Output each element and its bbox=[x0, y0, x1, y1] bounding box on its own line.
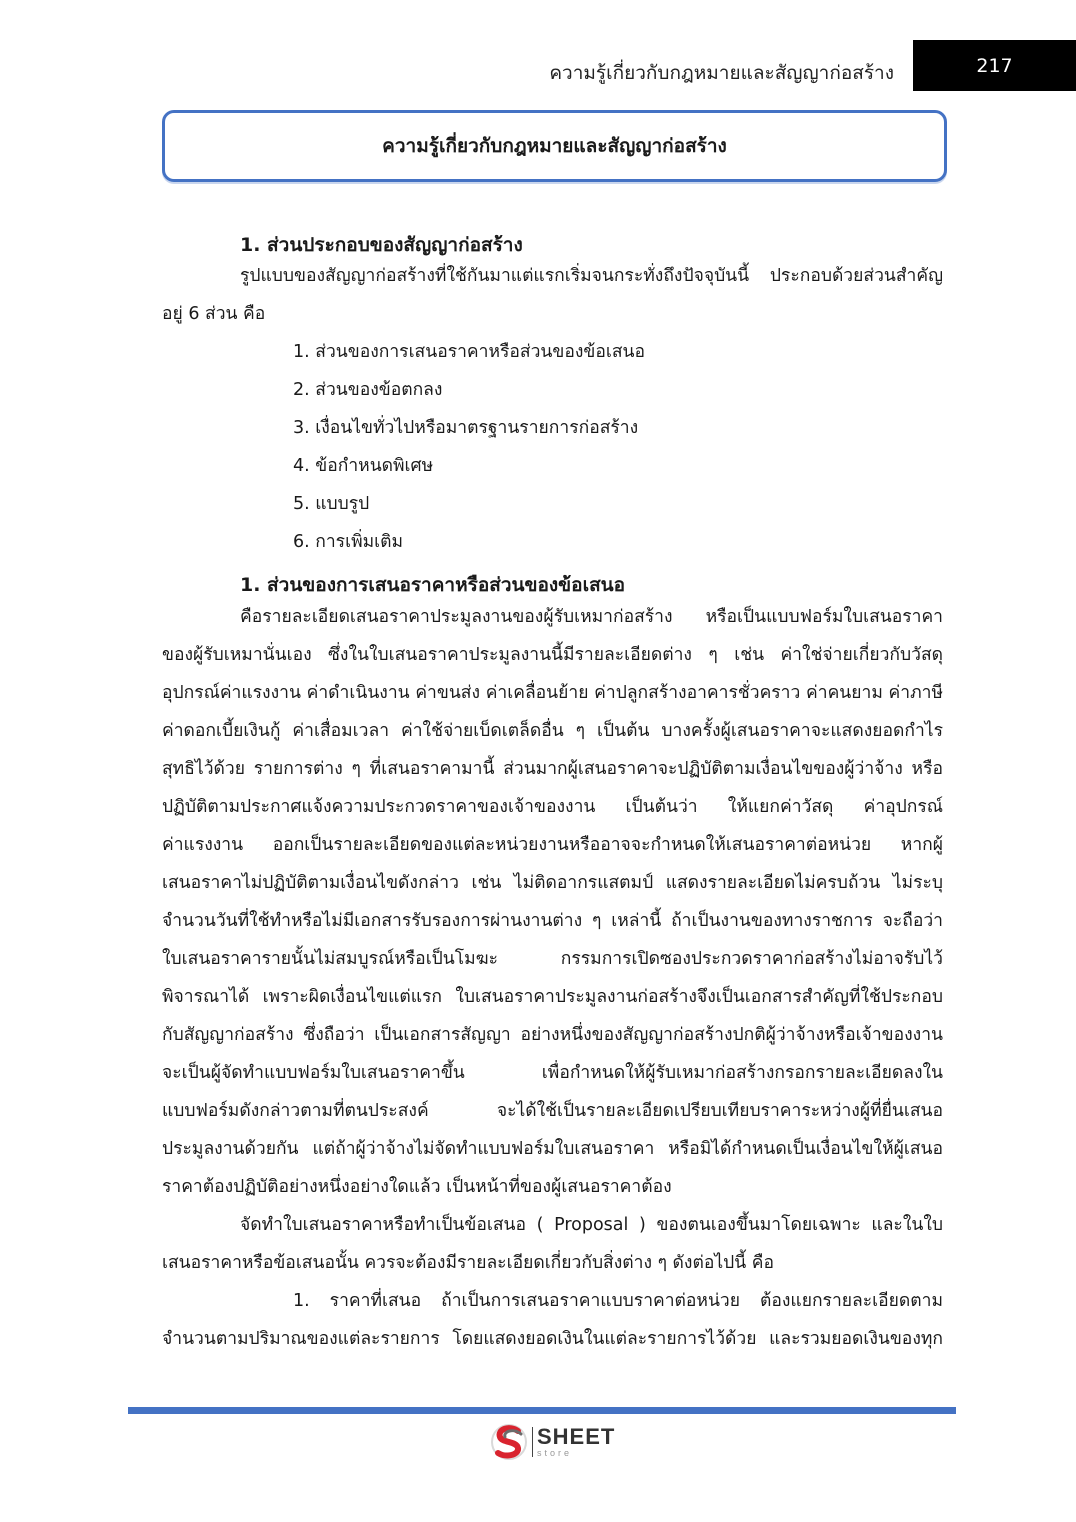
chapter-title-box bbox=[162, 110, 947, 182]
paragraph-line: รูปแบบของสัญญาก่อสร้างที่ใช้กันมาแต่แรกเริ่มจนกระทั่งถึงปัจจุบันนี้ ประกอบด้วยส่วนสำคัญ bbox=[240, 266, 943, 286]
paragraph-line: ปฏิบัติตามประกาศแจ้งความประกวดราคาของเจ้าของงาน เป็นต้นว่า ให้แยกค่าวัสดุ ค่าอุปกรณ์ bbox=[162, 797, 943, 817]
footer-rule bbox=[128, 1407, 956, 1414]
subsection-heading: 1. ส่วนของการเสนอราคาหรือส่วนของข้อเสนอ bbox=[240, 574, 626, 596]
paragraph-line: ใบเสนอราคารายนั้นไม่สมบูรณ์หรือเป็นโมฆะ กรรมการเปิดซองประกวดราคาก่อสร้างไม่อาจรับไว้ bbox=[162, 949, 943, 969]
sheet-store-logo bbox=[488, 1422, 623, 1462]
list-item: 5. แบบรูป bbox=[293, 494, 370, 514]
paragraph-line: อยู่ 6 ส่วน คือ bbox=[162, 304, 266, 324]
paragraph-line: กับสัญญาก่อสร้าง ซึ่งถือว่า เป็นเอกสารสัญญา อย่างหนึ่งของสัญญาก่อสร้างปกติผู้ว่าจ้างหรือเจ้าของงาน bbox=[162, 1025, 943, 1045]
paragraph-line: จำนวนตามปริมาณของแต่ละรายการ โดยแสดงยอดเงินในแต่ละรายการไว้ด้วย และรวมยอดเงินของทุก bbox=[162, 1329, 943, 1349]
section-heading: 1. ส่วนประกอบของสัญญาก่อสร้าง bbox=[240, 234, 523, 256]
paragraph-line: สุทธิไว้ด้วย รายการต่าง ๆ ที่เสนอราคามานี้ ส่วนมากผู้เสนอราคาจะปฏิบัติตามเงื่อนไขของผู้ว่าจ้าง หรือ bbox=[162, 759, 943, 779]
paragraph-line: ราคาต้องปฏิบัติอย่างหนึ่งอย่างใดแล้ว เป็นหน้าที่ของผู้เสนอราคาต้อง bbox=[162, 1177, 672, 1197]
paragraph-line: อุปกรณ์ค่าแรงงาน ค่าดำเนินงาน ค่าขนส่ง ค่าเคลื่อนย้าย ค่าปลูกสร้างอาคารชั่วคราว ค่าคนยาม ค่าภาษี bbox=[162, 683, 943, 703]
list-item: 4. ข้อกำหนดพิเศษ bbox=[293, 456, 434, 476]
logo-wordmark bbox=[537, 1426, 615, 1458]
paragraph-line: ค่าดอกเบี้ยเงินกู้ ค่าเสื่อมเวลา ค่าใช้จ่ายเบ็ดเตล็ดอื่น ๆ เป็นต้น บางครั้งผู้เสนอราคาจะแสดงยอดกำไร bbox=[162, 721, 943, 741]
paragraph-line: ค่าแรงงาน ออกเป็นรายละเอียดของแต่ละหน่วยงานหรืออาจจะกำหนดให้เสนอราคาต่อหน่วย หากผู้ bbox=[162, 835, 943, 855]
running-header-title: ความรู้เกี่ยวกับกฎหมายและสัญญาก่อสร้าง bbox=[549, 62, 894, 84]
list-item: 2. ส่วนของข้อตกลง bbox=[293, 380, 443, 400]
paragraph-line: จะเป็นผู้จัดทำแบบฟอร์มใบเสนอราคาขึ้น เพื่อกำหนดให้ผู้รับเหมาก่อสร้างกรอกรายละเอียดลงใน bbox=[162, 1063, 943, 1083]
paragraph-line: ประมูลงานด้วยกัน แต่ถ้าผู้ว่าจ้างไม่จัดทำแบบฟอร์มใบเสนอราคา หรือมิได้กำหนดเป็นเงื่อนไขให้ผู้เสนอ bbox=[162, 1139, 943, 1159]
paragraph-line: เสนอราคาหรือข้อเสนอนั้น ควรจะต้องมีรายละเอียดเกี่ยวกับสิ่งต่าง ๆ ดังต่อไปนี้ คือ bbox=[162, 1253, 774, 1273]
list-item: 3. เงื่อนไขทั่วไปหรือมาตรฐานรายการก่อสร้าง bbox=[293, 418, 639, 438]
list-item: 6. การเพิ่มเติม bbox=[293, 532, 404, 552]
list-item: 1. ส่วนของการเสนอราคาหรือส่วนของข้อเสนอ bbox=[293, 342, 646, 362]
paragraph-line: จำนวนวันที่ใช้ทำหรือไม่มีเอกสารรับรองการผ่านงานต่าง ๆ เหล่านี้ ถ้าเป็นงานของทางราชการ จะถือว่า bbox=[162, 911, 943, 931]
chapter-title: ความรู้เกี่ยวกับกฎหมายและสัญญาก่อสร้าง bbox=[382, 135, 727, 157]
paragraph-line: คือรายละเอียดเสนอราคาประมูลงานของผู้รับเหมาก่อสร้าง หรือเป็นแบบฟอร์มใบเสนอราคา bbox=[240, 607, 943, 627]
paragraph-line: เสนอราคาไม่ปฏิบัติตามเงื่อนไขดังกล่าว เช่น ไม่ติดอากรแสตมป์ แสดงรายละเอียดไม่ครบถ้วน ไม่ระบุ bbox=[162, 873, 943, 893]
paragraph-line: พิจารณาได้ เพราะผิดเงื่อนไขแต่แรก ใบเสนอราคาประมูลงานก่อสร้างจึงเป็นเอกสารสำคัญที่ใช้ประกอบ bbox=[162, 987, 943, 1007]
paragraph-line: 1. ราคาที่เสนอ ถ้าเป็นการเสนอราคาแบบราคาต่อหน่วย ต้องแยกรายละเอียดตาม bbox=[293, 1291, 943, 1311]
logo-sub-text: store bbox=[537, 1448, 573, 1458]
sheet-store-logo-icon bbox=[488, 1422, 530, 1462]
paragraph-line: แบบฟอร์มดังกล่าวตามที่ตนประสงค์ จะได้ใช้เป็นรายละเอียดเปรียบเทียบราคาระหว่างผู้ที่ยื่นเสนอ bbox=[162, 1101, 943, 1121]
paragraph-line: ของผู้รับเหมานั่นเอง ซึ่งในใบเสนอราคาประมูลงานนี้มีรายละเอียดต่าง ๆ เช่น ค่าใช่จ่ายเกี่ยวกับวัสดุ bbox=[162, 645, 943, 665]
page-number: 217 bbox=[913, 40, 1076, 91]
logo-divider bbox=[532, 1427, 533, 1457]
logo-main-text: SHEET bbox=[537, 1424, 616, 1449]
paragraph-line: จัดทำใบเสนอราคาหรือทำเป็นข้อเสนอ ( Proposal ) ของตนเองขึ้นมาโดยเฉพาะ และในใบ bbox=[240, 1215, 943, 1235]
